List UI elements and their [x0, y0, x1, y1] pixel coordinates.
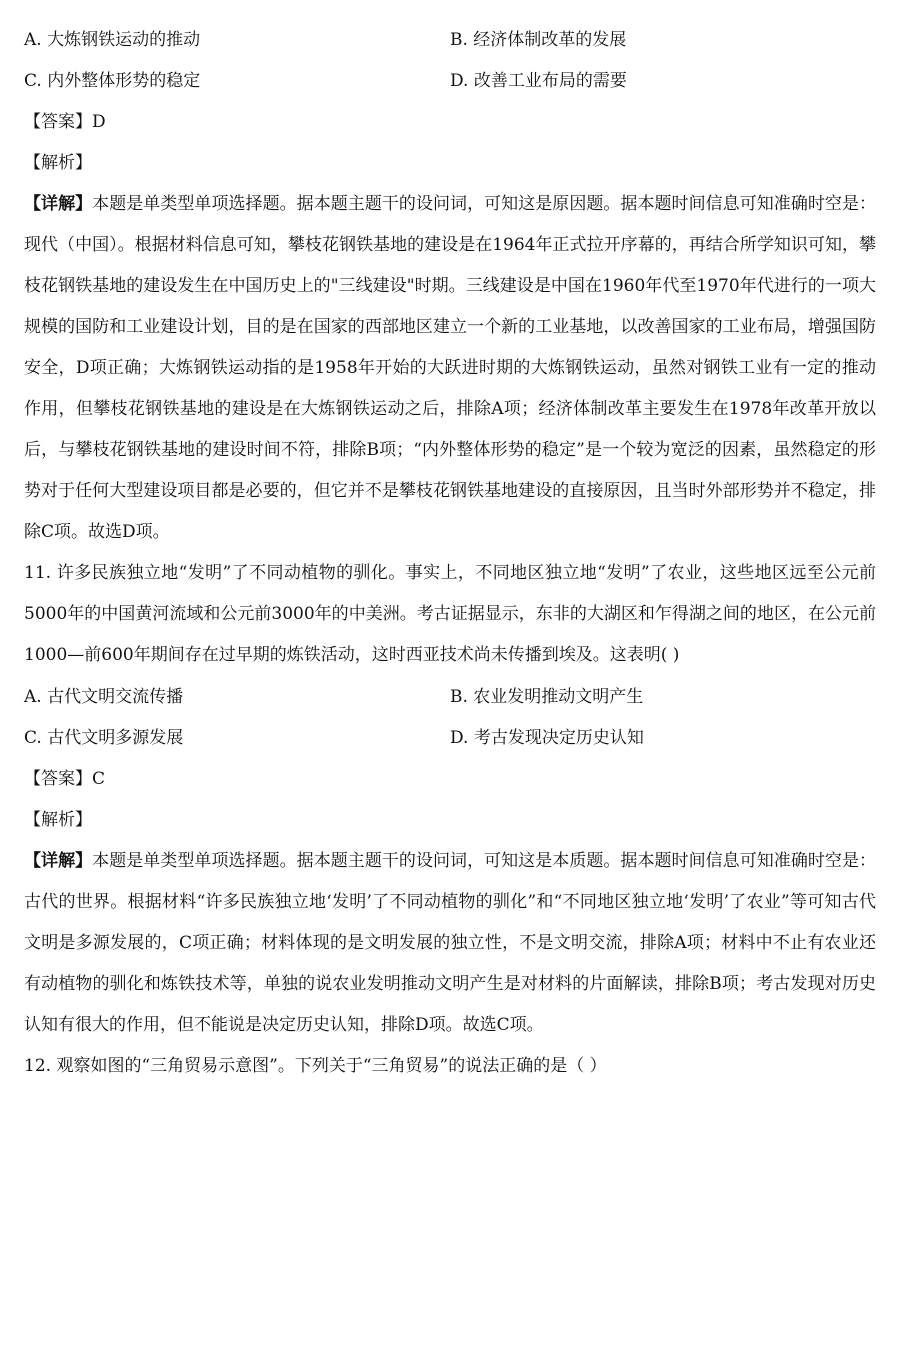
q11-answer: 【答案】C: [24, 769, 106, 789]
q11-analysis-label: 【解析】: [24, 810, 92, 830]
q11-option-b[interactable]: B. 农业发明推动文明产生: [450, 687, 644, 707]
q11-detail-paragraph: [24, 841, 876, 1046]
q10-option-c[interactable]: C. 内外整体形势的稳定: [24, 71, 201, 91]
q10-analysis-label: 【解析】: [24, 153, 92, 173]
q10-detail-paragraph: [24, 184, 876, 553]
q10-options-row-2: [24, 71, 876, 91]
q10-detail-label: 【详解】: [24, 194, 93, 214]
q10-option-a[interactable]: A. 大炼钢铁运动的推动: [24, 30, 201, 50]
q10-option-d[interactable]: D. 改善工业布局的需要: [450, 71, 627, 91]
document-page: [24, 30, 876, 1087]
q11-options-row-1: [24, 687, 876, 707]
q10-answer: 【答案】D: [24, 112, 106, 132]
q10-option-b[interactable]: B. 经济体制改革的发展: [450, 30, 627, 50]
q11-detail-text: 本题是单类型单项选择题。据本题主题干的设问词，可知这是本质题。据本题时间信息可知准确时空是：古代的世界。根据材料“许多民族独立地‘发明’了不同动植物的驯化”和“不同地区独立地‘发明’了农业”等可知古代文明是多源发展的，C项正确；材料体现的是文明发展的独立性，不是文明交流，排除A项；材料中不止有农业还有动植物的驯化和炼铁技术等，单独的说农业发明推动文明产生是对材料的片面解读，排除B项；考古发现对历史认知有很大的作用，但不能说是决定历史认知，排除D项。故选C项。: [24, 851, 877, 1035]
q12-stem: 12. 观察如图的“三角贸易示意图”。下列关于“三角贸易”的说法正确的是（ ）: [24, 1056, 607, 1076]
q11-stem: 11. 许多民族独立地“发明”了不同动植物的驯化。事实上，不同地区独立地“发明”了农业，这些地区远至公元前5000年的中国黄河流域和公元前3000年的中美洲。考古证据显示，东非的大湖区和乍得湖之间的地区，在公元前1000—前600年期间存在过早期的炼铁活动，这时西亚技术尚未传播到埃及。这表明( ): [24, 563, 876, 665]
q11-option-a[interactable]: A. 古代文明交流传播: [24, 687, 184, 707]
q11-detail-label: 【详解】: [24, 851, 93, 871]
q11-option-c[interactable]: C. 古代文明多源发展: [24, 728, 184, 748]
q11-options-row-2: [24, 728, 876, 748]
q10-options-row-1: [24, 30, 876, 50]
q10-detail-text: 本题是单类型单项选择题。据本题主题干的设问词，可知这是原因题。据本题时间信息可知准确时空是：现代（中国）。根据材料信息可知，攀枝花钢铁基地的建设是在1964年正式拉开序幕的，再结合所学知识可知，攀枝花钢铁基地的建设发生在中国历史上的"三线建设"时期。三线建设是中国在1960年代至1970年代进行的一项大规模的国防和工业建设计划，目的是在国家的西部地区建立一个新的工业基地，以改善国家的工业布局，增强国防安全，D项正确；大炼钢铁运动指的是1958年开始的大跃进时期的大炼钢铁运动，虽然对钢铁工业有一定的推动作用，但攀枝花钢铁基地的建设是在大炼钢铁运动之后，排除A项；经济体制改革主要发生在1978年改革开放以后，与攀枝花钢铁基地的建设时间不符，排除B项；“内外整体形势的稳定”是一个较为宽泛的因素，虽然稳定的形势对于任何大型建设项目都是必要的，但它并不是攀枝花钢铁基地建设的直接原因，且当时外部形势并不稳定，排除C项。故选D项。: [24, 194, 877, 542]
q11-option-d[interactable]: D. 考古发现决定历史认知: [450, 728, 644, 748]
